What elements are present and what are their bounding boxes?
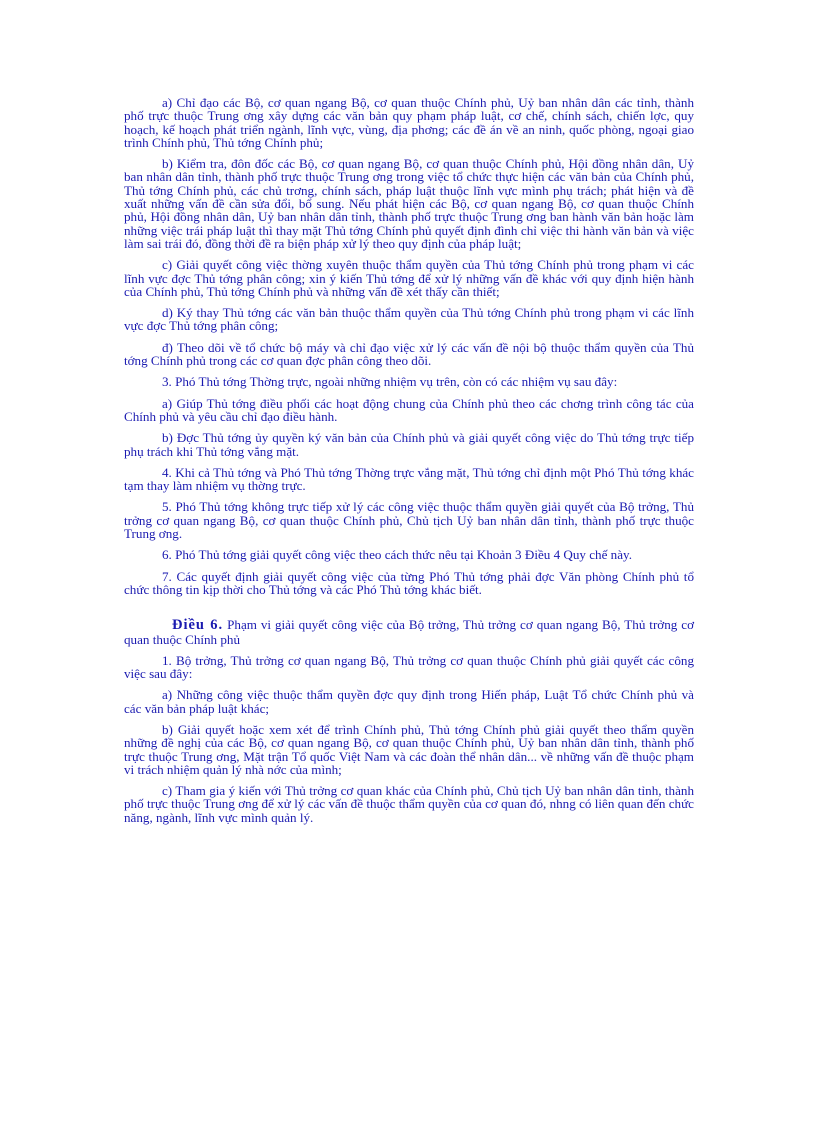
paragraph-7-decisions: 7. Các quyết định giải quyết công việc của từng Phó Thủ tớng phải đợc Văn phòng Chính phủ tổ chức thông tin kịp thời cho Thủ tớng và các Phó Thủ tớng khác biết. — [124, 568, 694, 597]
paragraph-4-absence: 4. Khi cả Thủ tớng và Phó Thủ tớng Thờng trực vắng mặt, Thủ tớng chỉ định một Phó Thủ tớng khác tạm thay làm nhiệm vụ thờng trực. — [124, 464, 694, 494]
article-title: Phạm vi giải quyết công việc của Bộ trởng, Thủ trởng cơ quan ngang Bộ, Thủ trởng cơ quan thuộc Chính phủ — [124, 617, 694, 647]
paragraph-5-no-direct: 5. Phó Thủ tớng không trực tiếp xử lý các công việc thuộc thẩm quyền giải quyết của Bộ trởng, Thủ trởng cơ quan ngang Bộ, cơ quan thuộc Chính phủ, Chủ tịch Uỷ ban nhân dân tỉnh, thành phố trực thuộc Trung ơng. — [124, 499, 694, 542]
paragraph-1b-proposals: b) Giải quyết hoặc xem xét để trình Chính phủ, Thủ tớng Chính phủ giải quyết theo thẩm quyền những đề nghị của các Bộ, cơ quan ngang Bộ, cơ quan thuộc Chính phủ, Uỷ ban nhân dân tỉnh, thành phố trực thuộc Trung ơng, Mặt trận Tổ quốc Việt Nam và các đoàn thể nhân dân... về những vấn đề thuộc phạm vi trách nhiệm quản lý nhà nớc của mình; — [124, 721, 694, 777]
paragraph-3b-authorized: b) Đợc Thủ tớng ủy quyền ký văn bản của Chính phủ và giải quyết công việc do Thủ tớng trực tiếp phụ trách khi Thủ tớng vắng mặt. — [124, 430, 694, 459]
paragraph-3-standing-deputy: 3. Phó Thủ tớng Thờng trực, ngoài những nhiệm vụ trên, còn có các nhiệm vụ sau đây: — [162, 374, 618, 390]
article-6-heading — [124, 618, 694, 646]
paragraph-1a-authority: a) Những công việc thuộc thẩm quyền đợc quy định trong Hiến pháp, Luật Tổ chức Chính phủ và các văn bản pháp luật khác; — [124, 687, 694, 716]
paragraph-1-ministers: 1. Bộ trởng, Thủ trởng cơ quan ngang Bộ, Thủ trởng cơ quan thuộc Chính phủ giải quyết các công việc sau đây: — [124, 652, 694, 682]
paragraph-3a-coordinate: a) Giúp Thủ tớng điều phối các hoạt động chung của Chính phủ theo các chơng trình công tác của Chính phủ và yêu cầu chỉ đạo điều hành. — [124, 395, 694, 424]
document-page — [124, 96, 694, 832]
article-number: Điều 6. — [172, 617, 224, 634]
paragraph-b-inspect: b) Kiểm tra, đôn đốc các Bộ, cơ quan ngang Bộ, cơ quan thuộc Chính phủ, Hội đồng nhân dân, Uỷ ban nhân dân tỉnh, thành phố trực thuộc Trung ơng trong việc tổ chức thực hiện các văn bản của Chính phủ, Thủ tớng Chính phủ, các chủ trơng, chính sách, pháp luật thuộc lĩnh vực mình phụ trách; phát hiện và đề xuất những vấn đề cần sửa đổi, bổ sung. Nếu phát hiện các Bộ, cơ quan ngang Bộ, cơ quan thuộc Chính phủ, Hội đồng nhân dân, Uỷ ban nhân dân tỉnh, thành phố trực thuộc Trung ơng ban hành văn bản hoặc làm những việc trái pháp luật thì thay mặt Thủ tớng Chính phủ quyết định đình chỉ việc thi hành văn bản và việc làm sai trái đó, đồng thời đề ra biện pháp xử lý theo quy định của pháp luật; — [124, 156, 694, 251]
paragraph-d-sign: d) Ký thay Thủ tớng các văn bản thuộc thẩm quyền của Thủ tớng Chính phủ trong phạm vi các lĩnh vực đợc Thủ tớng phân công; — [124, 305, 694, 334]
paragraph-c-resolve: c) Giải quyết công việc thờng xuyên thuộc thẩm quyền của Thủ tớng Chính phủ trong phạm vi các lĩnh vực đợc Thủ tớng phân công; xin ý kiến Thủ tớng để xử lý những vấn đề khác với quy định hiện hành của Chính phủ, Thủ tớng Chính phủ và những vấn đề xét thấy cần thiết; — [124, 257, 694, 299]
paragraph-dd-monitor: đ) Theo dõi về tổ chức bộ máy và chỉ đạo việc xử lý các vấn đề nội bộ thuộc thẩm quyền của Thủ tớng Chính phủ trong các cơ quan đợc phân công theo dõi. — [124, 339, 694, 369]
paragraph-6-method: 6. Phó Thủ tớng giải quyết công việc theo cách thức nêu tại Khoản 3 Điều 4 Quy chế này. — [162, 547, 632, 563]
paragraph-a-direct: a) Chỉ đạo các Bộ, cơ quan ngang Bộ, cơ quan thuộc Chính phủ, Uỷ ban nhân dân các tỉnh, thành phố trực thuộc Trung ơng xây dựng các văn bản quy phạm pháp luật, cơ chế, chính sách, chiến lợc, quy hoạch, kế hoạch phát triển ngành, lĩnh vực, vùng, địa phơng; các đề án về an ninh, quốc phòng, ngoại giao trình Chính phủ, Thủ tớng Chính phủ; — [124, 95, 694, 150]
paragraph-1c-opinions: c) Tham gia ý kiến với Thủ trởng cơ quan khác của Chính phủ, Chủ tịch Uỷ ban nhân dân tỉnh, thành phố trực thuộc Trung ơng để xử lý các vấn đề thuộc thẩm quyền của cơ quan đó, nhng có liên quan đến chức năng, ngành, lĩnh vực mình quản lý. — [124, 783, 694, 825]
